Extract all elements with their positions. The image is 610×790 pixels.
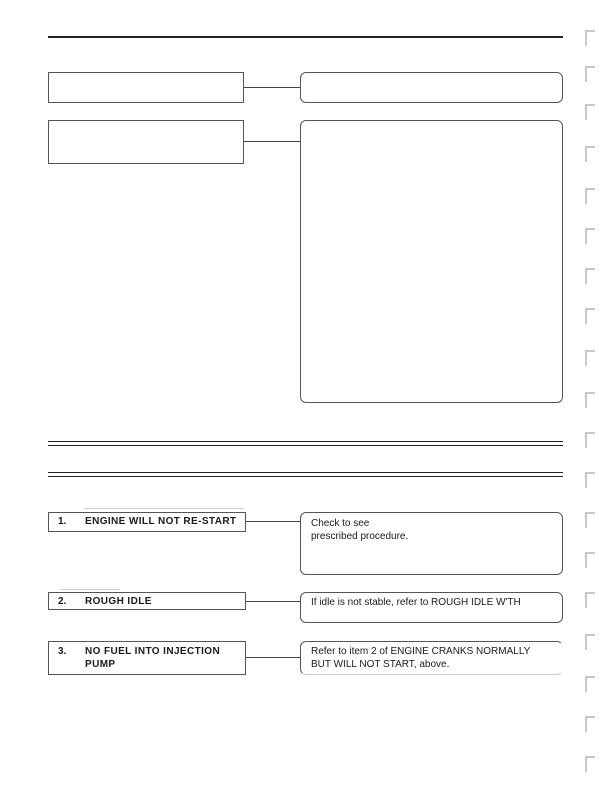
binding-mark-2: [585, 66, 595, 82]
item-2-remedy-line-1: If idle is not stable, refer to ROUGH IDLE W'TH: [311, 597, 521, 608]
item-3-number: 3.: [58, 646, 67, 657]
connector-3: [246, 657, 300, 658]
binding-mark-8: [585, 308, 595, 324]
condition-box-upper-2: [48, 120, 244, 164]
section-rule-1a: [48, 441, 563, 442]
binding-mark-12: [585, 472, 595, 488]
item-1-remedy-line-1: Check to see: [311, 518, 370, 529]
remedy-box-upper-2: [300, 120, 563, 403]
item-2-number: 2.: [58, 596, 67, 607]
binding-mark-3: [585, 104, 595, 120]
connector-2: [246, 601, 300, 602]
item-1-title: ENGINE WILL NOT RE-START: [85, 516, 237, 527]
item-3-remedy-line-2: BUT WILL NOT START, above.: [311, 659, 450, 670]
binding-mark-7: [585, 268, 595, 284]
item-3-title-line-1: NO FUEL INTO INJECTION: [85, 646, 221, 657]
header-rule: [48, 36, 563, 38]
item-3-remedy-line-1: Refer to item 2 of ENGINE CRANKS NORMALLY: [311, 646, 531, 657]
binding-mark-16: [585, 634, 595, 650]
connector-upper-2: [244, 141, 300, 142]
binding-mark-15: [585, 592, 595, 608]
binding-mark-14: [585, 552, 595, 568]
item-1-remedy-line-2: prescribed procedure.: [311, 531, 409, 542]
item-1-number: 1.: [58, 516, 67, 527]
binding-mark-13: [585, 512, 595, 528]
condition-box-upper-1: [48, 72, 244, 103]
remedy-box-upper-1: [300, 72, 563, 103]
binding-mark-1: [585, 30, 595, 46]
item-3-title-line-2: PUMP: [85, 659, 116, 670]
binding-mark-4: [585, 146, 595, 162]
faint-overprint-2: [60, 589, 120, 590]
binding-mark-9: [585, 350, 595, 366]
section-rule-2a: [48, 472, 563, 473]
binding-mark-10: [585, 392, 595, 408]
binding-mark-17: [585, 676, 595, 692]
connector-upper-1: [244, 87, 300, 88]
binding-mark-18: [585, 716, 595, 732]
binding-mark-6: [585, 228, 595, 244]
connector-1: [246, 521, 300, 522]
binding-mark-11: [585, 432, 595, 448]
binding-mark-5: [585, 188, 595, 204]
section-rule-2b: [48, 476, 563, 477]
binding-mark-19: [585, 756, 595, 772]
section-rule-1b: [48, 445, 563, 446]
faint-overprint-1: [84, 508, 244, 509]
item-2-title: ROUGH IDLE: [85, 596, 152, 607]
